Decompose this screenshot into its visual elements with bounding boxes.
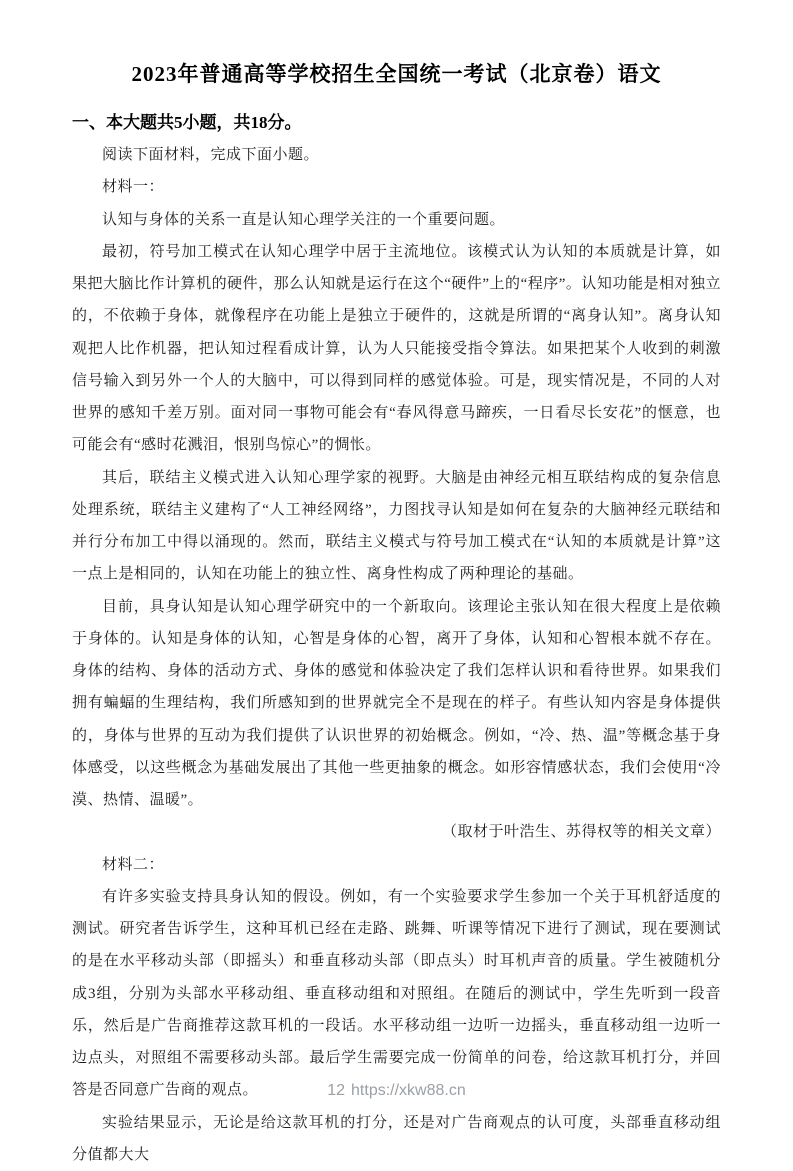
- page-footer: [0, 1082, 793, 1100]
- material-one-paragraph: 最初，符号加工模式在认知心理学中居于主流地位。该模式认为认知的本质就是计算，如果把大脑比作计算机的硬件，那么认知就是运行在这个“硬件”上的“程序”。认知功能是相对独立的，不依赖于身体，就像程序在功能上是独立于硬件的，这就是所谓的“离身认知”。离身认知观把人比作机器，把认知过程看成计算，认为人只能接受指令算法。如果把某个人收到的刺激信号输入到另外一个人的大脑中，可以得到同样的感觉体验。可是，现实情况是，不同的人对世界的感知千差万别。面对同一事物可能会有“春风得意马蹄疾，一日看尽长安花”的惬意，也可能会有“感时花溅泪，恨别鸟惊心”的惆怅。: [72, 236, 721, 462]
- section-one-heading: 一、本大题共5小题，共18分。: [72, 108, 721, 133]
- reading-instruction: 阅读下面材料，完成下面小题。: [72, 139, 721, 171]
- material-one-paragraph: 认知与身体的关系一直是认知心理学关注的一个重要问题。: [72, 204, 721, 236]
- document-title: 2023年普通高等学校招生全国统一考试（北京卷）语文: [72, 58, 721, 88]
- document-body: [72, 139, 721, 1171]
- page-number: 12: [327, 1082, 345, 1099]
- material-one-paragraph: 目前，具身认知是认知心理学研究中的一个新取向。该理论主张认知在很大程度上是依赖于身体的。认知是身体的认知，心智是身体的心智，离开了身体，认知和心智根本就不存在。身体的结构、身体的活动方式、身体的感觉和体验决定了我们怎样认识和看待世界。如果我们拥有蝙蝠的生理结构，我们所感知到的世界就完全不是现在的样子。有些认知内容是身体提供的，身体与世界的互动为我们提供了认识世界的初始概念。例如，“冷、热、温”等概念基于身体感受，以这些概念为基础发展出了其他一些更抽象的概念。如形容情感状态，我们会使用“冷漠、热情、温暖”。: [72, 591, 721, 817]
- material-two-paragraph: 实验结果显示，无论是给这款耳机的打分，还是对广告商观点的认可度，头部垂直移动组分值都大大: [72, 1107, 721, 1171]
- material-two-paragraph: 有许多实验支持具身认知的假设。例如，有一个实验要求学生参加一个关于耳机舒适度的测试。研究者告诉学生，这种耳机已经在走路、跳舞、听课等情况下进行了测试，现在要测试的是在水平移动头部（即摇头）和垂直移动头部（即点头）时耳机声音的质量。学生被随机分成3组，分别为头部水平移动组、垂直移动组和对照组。在随后的测试中，学生先听到一段音乐，然后是广告商推荐这款耳机的一段话。水平移动组一边听一边摇头，垂直移动组一边听一边点头，对照组不需要移动头部。最后学生需要完成一份简单的问卷，给这款耳机打分，并回答是否同意广告商的观点。: [72, 881, 721, 1107]
- material-two-label: 材料二：: [72, 849, 721, 881]
- material-one-label: 材料一：: [72, 171, 721, 203]
- footer-url[interactable]: https://xkw88.cn: [351, 1082, 466, 1099]
- material-one-paragraph: 其后，联结主义模式进入认知心理学家的视野。大脑是由神经元相互联结构成的复杂信息处理系统，联结主义建构了“人工神经网络”，力图找寻认知是如何在复杂的大脑神经元联结和并行分布加工中得以涌现的。然而，联结主义模式与符号加工模式在“认知的本质就是计算”这一点上是相同的，认知在功能上的独立性、离身性构成了两种理论的基础。: [72, 462, 721, 591]
- material-one-attribution: （取材于叶浩生、苏得权等的相关文章）: [72, 816, 721, 848]
